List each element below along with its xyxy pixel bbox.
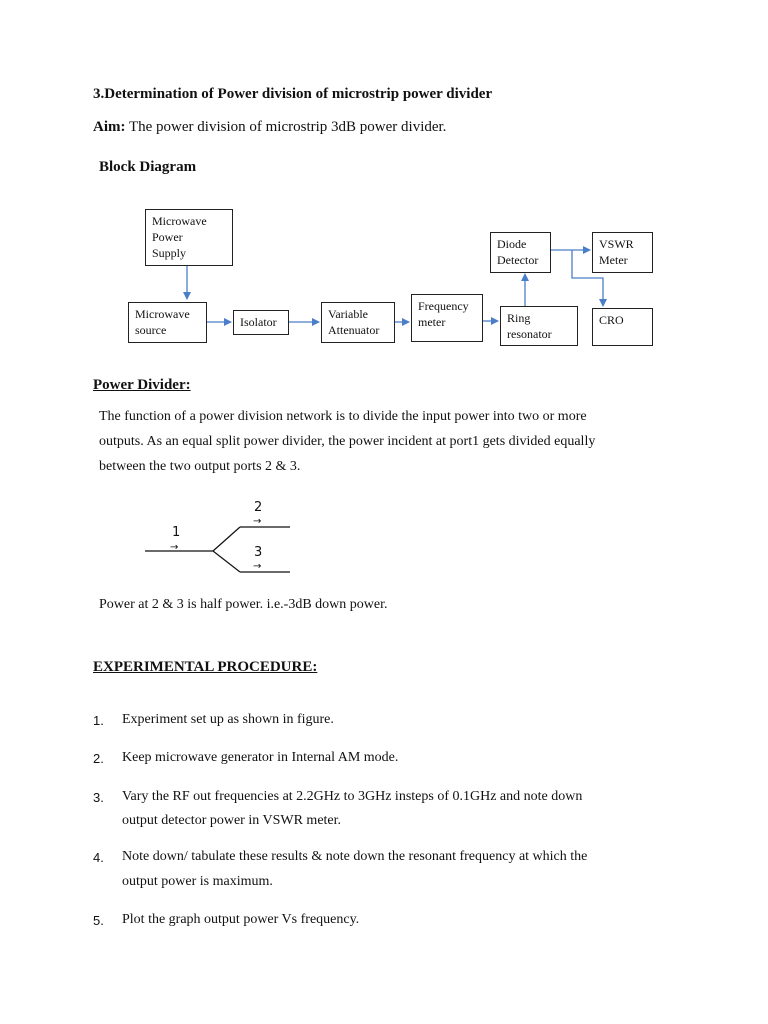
step-text: output power is maximum. (122, 874, 273, 889)
step-number: 2. (93, 751, 104, 766)
block-cro: CRO (592, 308, 653, 346)
port-1-arrow: → (170, 542, 179, 553)
port-3-arrow: → (253, 561, 262, 572)
block-ring-resonator: Ring resonator (500, 306, 578, 346)
half-power-note: Power at 2 & 3 is half power. i.e.-3dB down power. (99, 597, 388, 612)
step-number: 1. (93, 713, 104, 728)
block-vswr-meter: VSWR Meter (592, 232, 653, 273)
upper-branch (213, 527, 240, 551)
lower-branch (213, 551, 240, 572)
block-variable-attenuator: Variable Attenuator (321, 302, 395, 343)
port-2-arrow: → (253, 516, 262, 527)
step-text: output detector power in VSWR meter. (122, 813, 342, 828)
port-3-label: 3 (254, 545, 263, 560)
aim-text: The power division of microstrip 3dB power divider. (128, 119, 447, 135)
page-title: 3.Determination of Power division of microstrip power divider (93, 86, 493, 102)
block-diagram-heading: Block Diagram (99, 159, 197, 175)
block-power-supply: Microwave Power Supply (145, 209, 233, 266)
block-diode-detector: Diode Detector (490, 232, 551, 273)
power-divider-text-line: The function of a power division network is to divide the input power into two or more (99, 409, 587, 424)
step-text: Note down/ tabulate these results & note down the resonant frequency at which the (122, 849, 588, 864)
step-text: Keep microwave generator in Internal AM mode. (122, 750, 399, 765)
step-text: Plot the graph output power Vs frequency. (122, 912, 360, 927)
port-2-label: 2 (254, 500, 263, 515)
step-number: 5. (93, 913, 104, 928)
power-divider-diagram (140, 520, 300, 580)
power-divider-text-line: outputs. As an equal split power divider, the power incident at port1 gets divided equally (99, 434, 596, 449)
step-number: 3. (93, 790, 104, 805)
block-frequency-meter: Frequency meter (411, 294, 483, 342)
power-divider-text-line: between the two output ports 2 & 3. (99, 459, 301, 474)
block-isolator: Isolator (233, 310, 289, 335)
step-number: 4. (93, 850, 104, 865)
power-divider-heading: Power Divider: (93, 377, 191, 393)
block-microwave-source: Microwave source (128, 302, 207, 343)
step-text: Experiment set up as shown in figure. (122, 712, 334, 727)
step-text: Vary the RF out frequencies at 2.2GHz to 3GHz insteps of 0.1GHz and note down (122, 789, 583, 804)
port-1-label: 1 (172, 525, 181, 540)
aim-label: Aim: (93, 119, 126, 135)
procedure-heading: EXPERIMENTAL PROCEDURE: (93, 659, 318, 675)
